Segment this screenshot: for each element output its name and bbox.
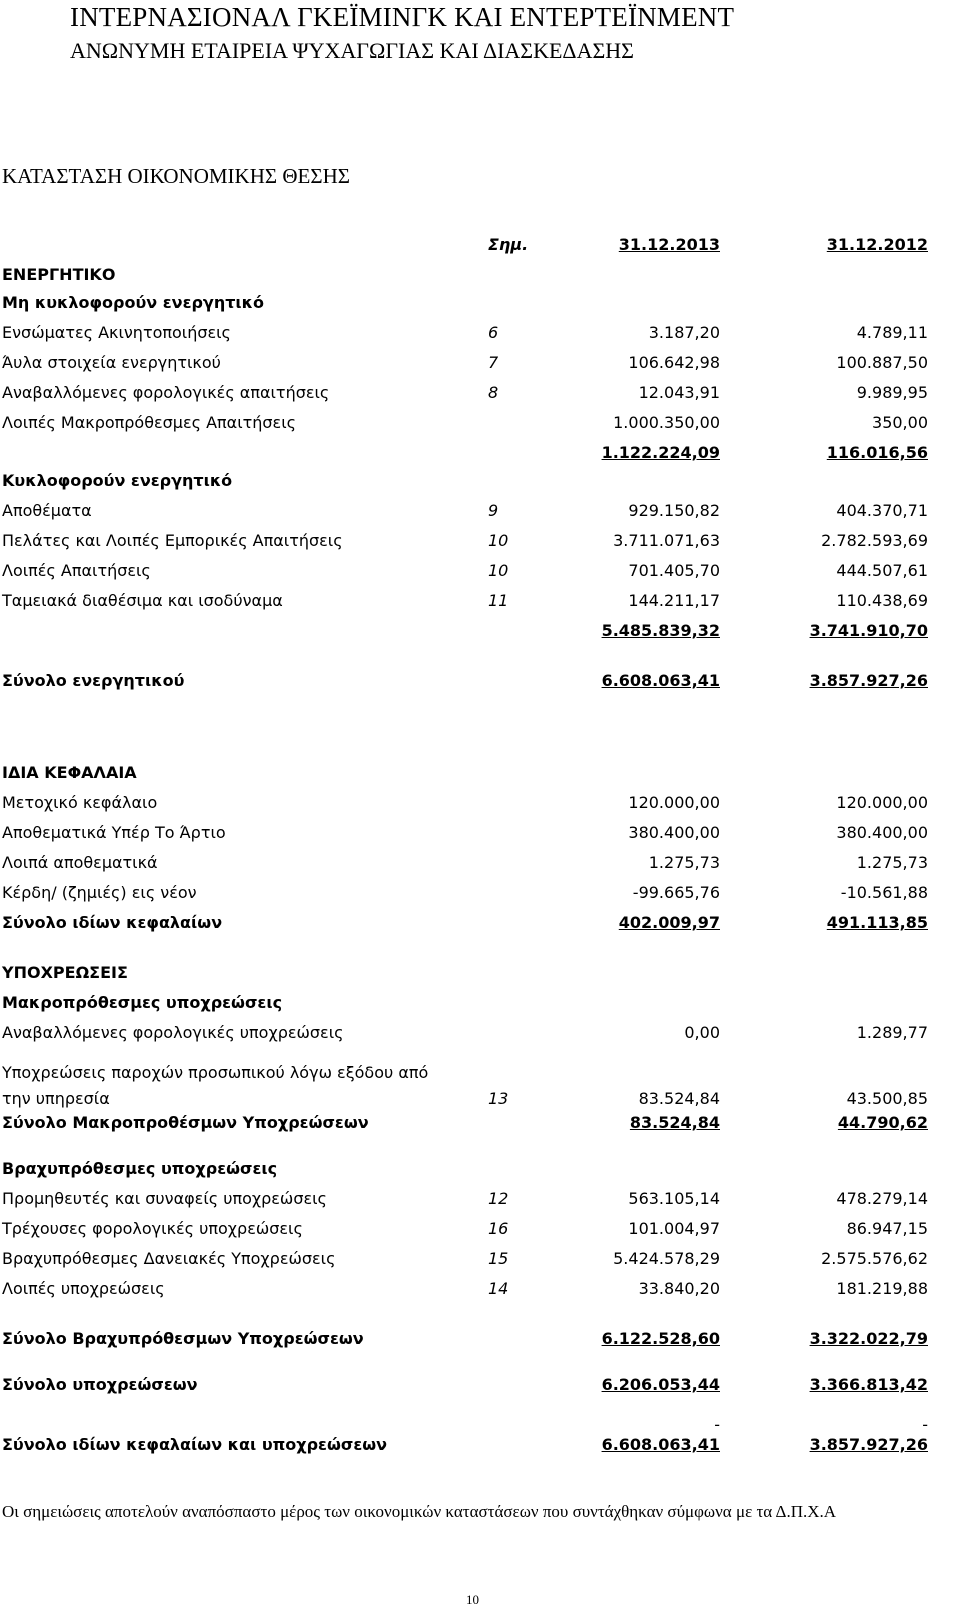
row-label: Σύνολο ιδίων κεφαλαίων και υποχρεώσεων [2, 1435, 388, 1454]
page-number: 10 [466, 1592, 479, 1607]
row-dash-2012: - [922, 1415, 928, 1434]
row-note-ref: 9 [488, 501, 499, 520]
row-label: Σύνολο υποχρεώσεων [2, 1375, 198, 1394]
column-year2-header: 31.12.2012 [826, 235, 928, 254]
row-note-ref: 13 [488, 1089, 509, 1108]
row-value-2012: 2.782.593,69 [821, 531, 928, 550]
row-value-2012: 3.857.927,26 [809, 1435, 928, 1454]
row-label: Υποχρεώσεις παροχών προσωπικού λόγω εξόδου από [2, 1063, 429, 1082]
column-header-row [0, 232, 960, 258]
row-value-2013: 0,00 [684, 1023, 720, 1042]
table-row [0, 1186, 960, 1212]
row-label: Μη κυκλοφορούν ενεργητικό [2, 293, 265, 312]
row-value-2012: 4.789,11 [856, 323, 928, 342]
row-label: Βραχυπρόθεσμες Δανειακές Υποχρεώσεις [2, 1249, 336, 1268]
table-row [0, 320, 960, 346]
row-value-2013: 3.187,20 [648, 323, 720, 342]
row-value-2013: 144.211,17 [628, 591, 720, 610]
table-row [0, 380, 960, 406]
row-label: Σύνολο Μακροπροθέσμων Υποχρεώσεων [2, 1113, 369, 1132]
statement-title: ΚΑΤΑΣΤΑΣΗ ΟΙΚΟΝΟΜΙΚΗΣ ΘΕΣΗΣ [2, 164, 350, 188]
row-label: Προμηθευτές και συναφείς υποχρεώσεις [2, 1189, 327, 1208]
row-value-2012: 1.275,73 [856, 853, 928, 872]
footnote: Οι σημειώσεις αποτελούν αναπόσπαστο μέρος των οικονομικών καταστάσεων που συντάχθηκαν σύμφωνα με τα Δ.Π.Χ.Α [2, 1502, 837, 1521]
row-value-2013: 6.608.063,41 [601, 671, 720, 690]
row-value-2012: 44.790,62 [837, 1113, 928, 1132]
table-row [0, 262, 960, 288]
table-row [0, 290, 960, 316]
table-row [0, 1326, 960, 1352]
row-label: ΙΔΙΑ ΚΕΦΑΛΑΙΑ [2, 763, 137, 782]
table-row [0, 1415, 960, 1458]
row-label: Πελάτες και Λοιπές Εμπορικές Απαιτήσεις [2, 531, 343, 550]
row-value-2013: 106.642,98 [628, 353, 720, 372]
table-row [0, 498, 960, 524]
column-year1-header: 31.12.2013 [618, 235, 720, 254]
table-row [0, 528, 960, 554]
row-value-2012: 404.370,71 [836, 501, 928, 520]
table-row [0, 1060, 960, 1112]
column-note-header: Σημ. [488, 235, 529, 254]
row-value-2013: 101.004,97 [628, 1219, 720, 1238]
table-row [0, 668, 960, 694]
table-row [0, 410, 960, 436]
row-label: Άυλα στοιχεία ενεργητικού [2, 353, 221, 372]
row-value-2012: -10.561,88 [840, 883, 928, 902]
row-label: ΥΠΟΧΡΕΩΣΕΙΣ [2, 963, 128, 982]
row-note-ref: 14 [488, 1279, 509, 1298]
row-label-continued: την υπηρεσία [2, 1089, 110, 1108]
row-label: Ενσώματες Ακινητοποιήσεις [2, 323, 231, 342]
table-row [0, 1216, 960, 1242]
row-label: Σύνολο Βραχυπρόθεσμων Υποχρεώσεων [2, 1329, 364, 1348]
row-value-2012: 380.400,00 [836, 823, 928, 842]
row-label: Λοιπές Μακροπρόθεσμες Απαιτήσεις [2, 413, 296, 432]
table-row [0, 850, 960, 876]
row-label: Μακροπρόθεσμες υποχρεώσεις [2, 993, 283, 1012]
table-row [0, 1276, 960, 1302]
row-value-2012: 3.322.022,79 [809, 1329, 928, 1348]
row-label: Κέρδη/ (ζημιές) εις νέον [2, 883, 197, 902]
table-row [0, 618, 960, 644]
row-value-2013: 83.524,84 [629, 1113, 720, 1132]
row-value-2013: 929.150,82 [628, 501, 720, 520]
row-value-2013: 563.105,14 [628, 1189, 720, 1208]
row-label: Σύνολο ιδίων κεφαλαίων [2, 913, 223, 932]
row-value-2013: 3.711.071,63 [613, 531, 720, 550]
table-row [0, 350, 960, 376]
row-value-2012: 3.366.813,42 [809, 1375, 928, 1394]
row-label: Αποθέματα [2, 501, 92, 520]
row-value-2013: 380.400,00 [628, 823, 720, 842]
company-subtitle: ΑΝΩΝΥΜΗ ΕΤΑΙΡΕΙΑ ΨΥΧΑΓΩΓΙΑΣ ΚΑΙ ΔΙΑΣΚΕΔΑΣΗΣ [70, 38, 634, 63]
table-row [0, 790, 960, 816]
row-value-2013: 402.009,97 [618, 913, 720, 932]
row-value-2013: 6.206.053,44 [601, 1375, 720, 1394]
row-value-2012: 9.989,95 [856, 383, 928, 402]
row-value-2013: -99.665,76 [632, 883, 720, 902]
row-label: Βραχυπρόθεσμες υποχρεώσεις [2, 1159, 278, 1178]
row-label: Μετοχικό κεφάλαιο [2, 793, 158, 812]
row-value-2012: 1.289,77 [856, 1023, 928, 1042]
row-value-2013: 6.608.063,41 [601, 1435, 720, 1454]
table-row [0, 1372, 960, 1398]
table-row [0, 468, 960, 494]
row-value-2013: 33.840,20 [638, 1279, 720, 1298]
row-label: ΕΝΕΡΓΗΤΙΚΟ [2, 265, 116, 284]
row-value-2012: 3.741.910,70 [809, 621, 928, 640]
row-label: Κυκλοφορούν ενεργητικό [2, 471, 233, 490]
row-note-ref: 15 [488, 1249, 509, 1268]
row-value-2012: 491.113,85 [826, 913, 928, 932]
row-label: Λοιπά αποθεματικά [2, 853, 158, 872]
row-label: Αποθεματικά Υπέρ Το Άρτιο [2, 823, 226, 842]
row-value-2012: 86.947,15 [846, 1219, 928, 1238]
row-value-2012: 444.507,61 [836, 561, 928, 580]
row-label: Λοιπές Απαιτήσεις [2, 561, 151, 580]
row-value-2013: 12.043,91 [638, 383, 720, 402]
row-note-ref: 12 [488, 1189, 509, 1208]
row-label: Αναβαλλόμενες φορολογικές απαιτήσεις [2, 383, 330, 402]
table-row [0, 440, 960, 466]
table-row [0, 558, 960, 584]
row-value-2013: 83.524,84 [638, 1089, 720, 1108]
row-label: Τρέχουσες φορολογικές υποχρεώσεις [2, 1219, 303, 1238]
row-value-2012: 116.016,56 [826, 443, 928, 462]
row-value-2012: 2.575.576,62 [821, 1249, 928, 1268]
company-name: ΙΝΤΕΡΝΑΣΙΟΝΑΛ ΓΚΕΪΜΙΝΓΚ ΚΑΙ ΕΝΤΕΡΤΕΪΝΜΕΝΤ [70, 2, 735, 32]
row-dash-2013: - [714, 1415, 720, 1434]
row-note-ref: 10 [488, 531, 509, 550]
row-value-2013: 5.485.839,32 [601, 621, 720, 640]
row-value-2012: 181.219,88 [836, 1279, 928, 1298]
row-value-2012: 110.438,69 [836, 591, 928, 610]
table-row [0, 1156, 960, 1182]
row-value-2013: 1.275,73 [648, 853, 720, 872]
table-row [0, 990, 960, 1016]
table-row [0, 820, 960, 846]
row-value-2012: 43.500,85 [846, 1089, 928, 1108]
row-label: Ταμειακά διαθέσιμα και ισοδύναμα [2, 591, 283, 610]
row-note-ref: 6 [488, 323, 499, 342]
row-value-2012: 478.279,14 [836, 1189, 928, 1208]
table-row [0, 880, 960, 906]
row-value-2013: 6.122.528,60 [601, 1329, 720, 1348]
row-value-2013: 701.405,70 [628, 561, 720, 580]
table-row [0, 1110, 960, 1136]
table-row [0, 1246, 960, 1272]
row-value-2013: 120.000,00 [628, 793, 720, 812]
table-row [0, 1020, 960, 1046]
row-value-2012: 350,00 [872, 413, 928, 432]
row-label: Αναβαλλόμενες φορολογικές υποχρεώσεις [2, 1023, 344, 1042]
row-note-ref: 8 [488, 383, 499, 402]
row-label: Λοιπές υποχρεώσεις [2, 1279, 165, 1298]
row-label: Σύνολο ενεργητικού [2, 671, 185, 690]
row-value-2012: 120.000,00 [836, 793, 928, 812]
row-note-ref: 11 [488, 591, 509, 610]
row-note-ref: 7 [488, 353, 499, 372]
row-value-2013: 1.000.350,00 [613, 413, 720, 432]
table-row [0, 960, 960, 986]
table-row [0, 910, 960, 936]
row-value-2012: 3.857.927,26 [809, 671, 928, 690]
table-row [0, 760, 960, 786]
table-row [0, 588, 960, 614]
row-note-ref: 10 [488, 561, 509, 580]
row-value-2013: 1.122.224,09 [601, 443, 720, 462]
row-note-ref: 16 [488, 1219, 509, 1238]
row-value-2013: 5.424.578,29 [613, 1249, 720, 1268]
row-value-2012: 100.887,50 [836, 353, 928, 372]
